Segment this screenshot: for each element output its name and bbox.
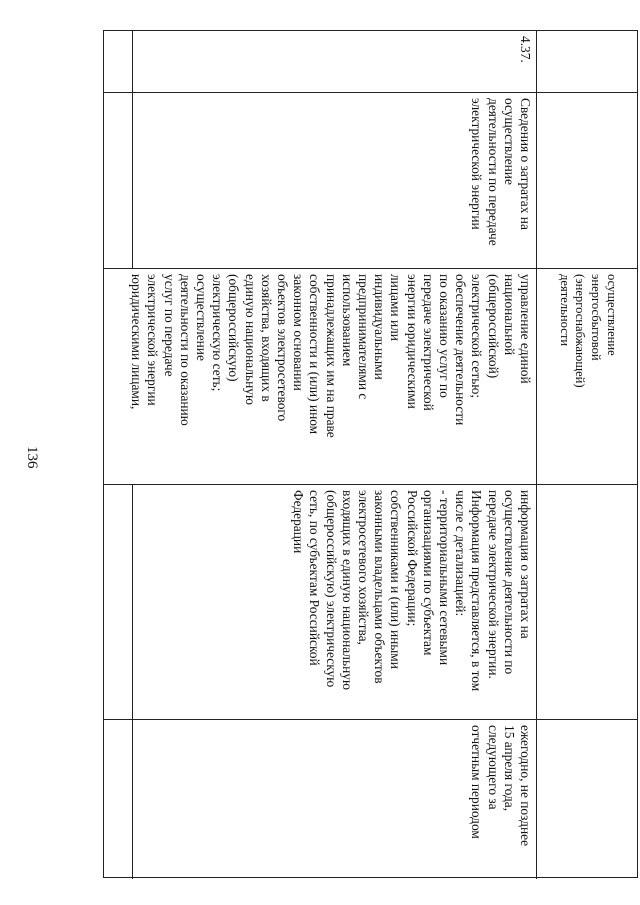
col-content [104,485,637,720]
col-deadline [104,720,637,879]
row-number: 4.37. [518,36,533,63]
col-name [104,93,637,269]
col-subjects [104,269,637,485]
row-content: информация о затратах на осуществление деятельности по передаче электрической энергии. Информация представляется, в том числе с детализацией: - территориальными сетевыми организациями по субъектам Российской Федерации; собственниками и (или) иными законными владельцами объектов электросетевого хозяйства, входящих в единую национальную (общероссийскую) электрическую сеть, по субъектам Российской Федерации [291,490,533,692]
top-row-col3: осуществление энергосбытовой (энергоснабжающей) деятельности [557,274,619,388]
row-subjects: управление единой национальной (общероссийской) электрической сетью; обеспечение деятельности по оказанию услуг по передаче электрической энергии юридическими лицами или индивидуальными предпринимателями с использованием принадлежащих им на праве собственности и (или) ином законном основании объектов электросетевого хозяйства, входящих в единую национальную (общероссийскую) электрическую сеть; осуществление деятельности по оказанию услуг по передаче электрической энергии юридическими лицами, [129,274,533,438]
col-number [104,31,637,93]
row-deadline: ежегодно, не позднее 15 апреля года, следующего за отчетным периодом [469,725,533,847]
rotated-table-container [75,30,640,885]
page-number: 136 [24,446,40,469]
data-table [103,30,638,878]
row-name: Сведения о затратах на осуществление деятельности по передаче электрической энергии [469,98,533,246]
